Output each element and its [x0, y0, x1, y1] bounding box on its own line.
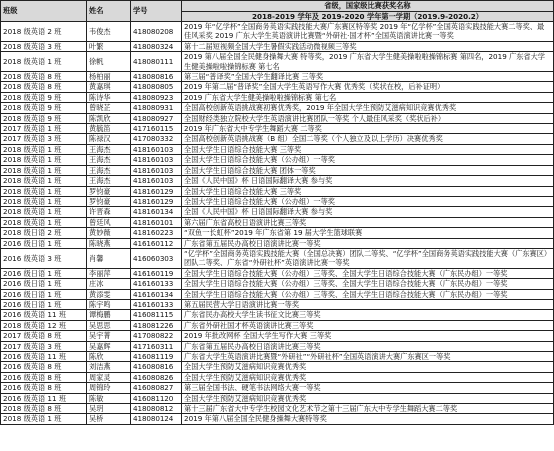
class-cell: 2018 级英语 1 班: [1, 176, 87, 186]
name-cell: 陈敏: [87, 393, 131, 403]
student-id-cell: 416160119: [131, 268, 182, 278]
class-cell: 2018 级英语 8 班: [1, 72, 87, 82]
class-cell: 2016 级英语 8 班: [1, 372, 87, 382]
class-cell: 2018 级英语 9 班: [1, 92, 87, 102]
class-cell: 2016 级日语 1 班: [1, 268, 87, 278]
student-id-cell: 417160115: [131, 124, 182, 134]
table-row: [1, 22, 554, 42]
award-cell: 第五届民营大学日语演讲比赛一等奖: [182, 299, 554, 309]
award-cell: 全国大学生日语综合技能大赛（公办组）三等奖、全国大学生日语综合技能大赛（广东民办组）一等奖: [182, 268, 554, 278]
student-id-cell: 418160129: [131, 186, 182, 196]
name-cell: 陈禄汉: [87, 134, 131, 144]
table-row: [1, 207, 554, 217]
name-cell: 吴嘉辉: [87, 341, 131, 351]
student-id-cell: 416160133: [131, 279, 182, 289]
award-cell: 2019 年批改网杯 全国大学生写作大赛 三等奖: [182, 331, 554, 341]
student-id-cell: 418080923: [131, 92, 182, 102]
table-row: [1, 196, 554, 206]
student-id-cell: 416160134: [131, 289, 182, 299]
name-cell: 曾晓芷: [87, 103, 131, 113]
class-cell: 2018 级英语 1 班: [1, 414, 87, 424]
student-id-cell: 417080822: [131, 331, 182, 341]
name-cell: 叶繁: [87, 41, 131, 51]
student-id-cell: 418080124: [131, 414, 182, 424]
period-header: 2018-2019 学年及 2019-2020 学年第一学期（2019.9-2020.2）: [182, 12, 554, 22]
table-row: [1, 320, 554, 330]
name-cell: 黄添雯: [87, 289, 131, 299]
student-id-cell: 416160112: [131, 238, 182, 248]
name-cell: 刘洁燕: [87, 362, 131, 372]
class-cell: 2018 级英语 12 班: [1, 320, 87, 330]
student-id-cell: 418080805: [131, 82, 182, 92]
award-cell: 全国财经类独立院校大学生英语演讲比赛团队一等奖 个人最佳风采奖（奖状后补）: [182, 113, 554, 123]
class-cell: 2016 级英语 3 班: [1, 248, 87, 268]
name-cell: 罗钧豪: [87, 196, 131, 206]
name-cell: 周家灵: [87, 372, 131, 382]
award-cell: 第六届广东省高校日语演讲比赛三等奖: [182, 217, 554, 227]
award-cell: 第十二届短视频全国大学生暑假实践活动微视频三等奖: [182, 41, 554, 51]
student-id-cell: 416080827: [131, 383, 182, 393]
award-cell: “亿学杯”全国商务英语实践技能大赛（全国总决赛）团队二等奖、“亿学杯”全国商务英语实践技能大赛（广东赛区）团队二等奖、广东省“外研社杯”英语演讲比赛一等奖: [182, 248, 554, 268]
table-row: [1, 310, 554, 320]
class-header: 班级: [1, 1, 87, 22]
student-id-cell: 417080332: [131, 134, 182, 144]
name-cell: 徐帆: [87, 52, 131, 72]
student-id-cell: 418081226: [131, 320, 182, 330]
name-cell: 谭梅鹏: [87, 310, 131, 320]
student-id-cell: 416060303: [131, 248, 182, 268]
table-row: [1, 331, 554, 341]
student-id-cell: 417160311: [131, 341, 182, 351]
student-id-cell: 418080931: [131, 103, 182, 113]
award-cell: 全国高校创新英语挑战赛初赛优秀奖，2019 年全国大学生预防艾滋病知识竞赛优秀奖: [182, 103, 554, 113]
name-cell: 杨柏丽: [87, 72, 131, 82]
student-id-cell: 418160103: [131, 144, 182, 154]
award-cell: “双鱼一长虹杯”2019 年广东省第 19 届大学生篮球联赛: [182, 228, 554, 238]
name-cell: 庄冰: [87, 279, 131, 289]
award-cell: 广东省第五届民办高校日语演讲比赛一等奖: [182, 238, 554, 248]
class-cell: 2016 级日语 1 班: [1, 279, 87, 289]
name-cell: 韦俊杰: [87, 22, 131, 42]
name-cell: 黄毓笛: [87, 124, 131, 134]
table-row: [1, 352, 554, 362]
class-cell: 2017 级英语 3 班: [1, 341, 87, 351]
award-cell: 全国大学生日语综合技能大赛 三等奖: [182, 186, 554, 196]
student-id-cell: 416080826: [131, 372, 182, 382]
table-row: [1, 124, 554, 134]
name-cell: 王海杰: [87, 165, 131, 175]
table-row: [1, 217, 554, 227]
table-row: [1, 248, 554, 268]
class-cell: 2018 级英语 8 班: [1, 82, 87, 92]
name-cell: 陈欣: [87, 352, 131, 362]
class-cell: 2016 级日语 1 班: [1, 289, 87, 299]
award-cell: 2019 广东省大学生健美操啦啦操锦标赛 第七名: [182, 92, 554, 102]
class-cell: 2018 级英语 1 班: [1, 144, 87, 154]
student-id-cell: 418160103: [131, 155, 182, 165]
name-cell: 吴玥: [87, 404, 131, 414]
award-cell: 广东省外研社国才杯英语演讲比赛三等奖: [182, 320, 554, 330]
name-cell: 陈诗华: [87, 92, 131, 102]
class-cell: 2018 级英语 1 班: [1, 207, 87, 217]
class-cell: 2018 级英语 1 班: [1, 155, 87, 165]
award-cell: 2019 第八届全国全民健身操舞大赛 特等奖，2019 广东省大学生健美操啦啦操锦标赛 第四名，2019 广东省大学生健美操啦啦操锦标赛 第七名: [182, 52, 554, 72]
award-cell: 全国大学生预防艾滋病知识竞赛优秀奖: [182, 372, 554, 382]
table-row: [1, 103, 554, 113]
name-cell: 曾廷风: [87, 217, 131, 227]
table-row: [1, 279, 554, 289]
award-cell: 全国《人民中国》杯 日语国际翻译大赛 参与奖: [182, 176, 554, 186]
student-id-header: 学号: [131, 1, 182, 22]
table-row: [1, 52, 554, 72]
class-cell: 2016 级英语 11 班: [1, 393, 87, 403]
name-cell: 周锦玲: [87, 383, 131, 393]
table-row: [1, 41, 554, 51]
award-cell: 2019 年第八届全国全民健身操舞大赛特等奖: [182, 414, 554, 424]
award-cell: 全国大学生日语综合技能大赛（公办组）三等奖、全国大学生日语综合技能大赛（广东民办组）一等奖: [182, 279, 554, 289]
award-cell: 2019 年第二届“普译奖”全国大学生英语写作大赛 优秀奖（奖状在校，后补证明）: [182, 82, 554, 92]
class-cell: 2018 级英语 9 班: [1, 103, 87, 113]
award-cell: 第三届全国书法、硬笔书法网络大赛一等奖: [182, 383, 554, 393]
class-cell: 2018 级英语 1 班: [1, 165, 87, 175]
award-cell: 全国大学生日语综合技能大赛（公办组）三等奖、全国大学生日语综合技能大赛（广东民办组）一等奖: [182, 289, 554, 299]
class-cell: 2016 级日语 1 班: [1, 299, 87, 309]
student-id-cell: 418160129: [131, 196, 182, 206]
student-id-cell: 418160101: [131, 217, 182, 227]
table-row: [1, 155, 554, 165]
table-row: [1, 82, 554, 92]
award-cell: 第十三届广东省大中专学生校园文化艺术节之第十三届广东大中专学生舞蹈大赛二等奖: [182, 404, 554, 414]
name-cell: 黄妙薇: [87, 228, 131, 238]
name-cell: 陈晓燕: [87, 238, 131, 248]
award-cell: 全国大学生日语综合技能大赛 团体一等奖: [182, 165, 554, 175]
student-id-cell: 416081120: [131, 393, 182, 403]
table-row: [1, 186, 554, 196]
table-row: [1, 144, 554, 154]
award-cell: 全国大学生日语综合技能大赛（公办组）一等奖: [182, 155, 554, 165]
class-cell: 2016 级日语 1 班: [1, 238, 87, 248]
student-id-cell: 418080208: [131, 22, 182, 42]
table-row: [1, 72, 554, 82]
name-header: 姓名: [87, 1, 131, 22]
table-row: [1, 238, 554, 248]
student-id-cell: 418080324: [131, 41, 182, 51]
name-cell: 王海杰: [87, 176, 131, 186]
student-id-cell: 418160134: [131, 207, 182, 217]
award-cell: 全国高校创新英语挑战赛（B 组）全国二等奖（个人独立及以上学历）决赛优秀奖: [182, 134, 554, 144]
name-cell: 李丽萍: [87, 268, 131, 278]
award-cell: 广东省民办高校大学生读书征文比赛三等奖: [182, 310, 554, 320]
table-row: [1, 134, 554, 144]
class-cell: 2016 级英语 8 班: [1, 362, 87, 372]
student-id-cell: 416080816: [131, 362, 182, 372]
table-row: [1, 289, 554, 299]
class-cell: 2016 级英语 8 班: [1, 383, 87, 393]
table-row: [1, 362, 554, 372]
table-row: [1, 92, 554, 102]
table-row: [1, 341, 554, 351]
awards-header: 省级，国家级比赛获奖名称: [182, 1, 554, 12]
student-id-cell: 418080812: [131, 404, 182, 414]
class-cell: 2018 级英语 1 班: [1, 52, 87, 72]
name-cell: 罗钧豪: [87, 186, 131, 196]
class-cell: 2018 级英语 9 班: [1, 113, 87, 123]
class-cell: 2018 级英语 3 班: [1, 41, 87, 51]
class-cell: 2018 级英语 1 班: [1, 217, 87, 227]
name-cell: 吴宇菁: [87, 331, 131, 341]
name-cell: 王海杰: [87, 155, 131, 165]
table-row: [1, 299, 554, 309]
name-cell: 陈宇鸣: [87, 299, 131, 309]
student-id-cell: 416081115: [131, 310, 182, 320]
table-row: [1, 393, 554, 403]
name-cell: 黄嘉琪: [87, 82, 131, 92]
award-cell: 广东省大学生英语演讲比赛暨“外研社”“外研社杯”全国英语演讲大赛广东赛区一等奖: [182, 352, 554, 362]
class-cell: 2018 级日语 2 班: [1, 228, 87, 238]
table-row: [1, 414, 554, 424]
header-row: [1, 1, 554, 12]
award-cell: 2019 年广东省大中专学生舞蹈大赛 二等奖: [182, 124, 554, 134]
table-row: [1, 228, 554, 238]
student-id-cell: 416160133: [131, 299, 182, 309]
award-cell: 全国大学生预防艾滋病知识竞赛优秀奖: [182, 393, 554, 403]
table-row: [1, 113, 554, 123]
name-cell: 肖馨: [87, 248, 131, 268]
class-cell: 2018 级英语 1 班: [1, 196, 87, 206]
class-cell: 2016 级英语 11 班: [1, 310, 87, 320]
student-id-cell: 416081119: [131, 352, 182, 362]
name-cell: 许晋森: [87, 207, 131, 217]
name-cell: 吴思思: [87, 320, 131, 330]
class-cell: 2018 级英语 2 班: [1, 22, 87, 42]
award-cell: 广东省第五届民办高校日语演讲比赛三等奖: [182, 341, 554, 351]
class-cell: 2018 级英语 8 班: [1, 404, 87, 414]
student-id-cell: 418160223: [131, 228, 182, 238]
table-row: [1, 165, 554, 175]
award-cell: 全国大学生日语综合技能大赛 三等奖: [182, 144, 554, 154]
award-cell: 全国大学生日语综合技能大赛（公办组）一等奖: [182, 196, 554, 206]
student-id-cell: 418160103: [131, 165, 182, 175]
award-cell: 全国《人民中国》杯 日语国际翻译大赛 参与奖: [182, 207, 554, 217]
awards-table-body: [1, 22, 554, 425]
award-cell: 全国大学生预防艾滋病知识竞赛优秀奖: [182, 362, 554, 372]
table-row: [1, 383, 554, 393]
name-cell: 陈凯欣: [87, 113, 131, 123]
class-cell: 2017 级英语 3 班: [1, 134, 87, 144]
table-row: [1, 268, 554, 278]
class-cell: 2018 级英语 1 班: [1, 186, 87, 196]
student-id-cell: 418080111: [131, 52, 182, 72]
award-cell: 2019 年“亿学杯”全国商务英语实践技能大赛广东赛区特等奖 2019 年“亿学杯”全国英语实践技能大赛二等奖、最佳风采奖 2019 广东大学生英语演讲比赛暨“外研社·国才杯”全国英语演讲比赛一等奖: [182, 22, 554, 42]
class-cell: 2017 级英语 1 班: [1, 124, 87, 134]
name-cell: 吴桥: [87, 414, 131, 424]
class-cell: 2016 级英语 11 班: [1, 352, 87, 362]
student-id-cell: 418080816: [131, 72, 182, 82]
student-id-cell: 418160103: [131, 176, 182, 186]
student-id-cell: 418080927: [131, 113, 182, 123]
table-row: [1, 372, 554, 382]
table-row: [1, 404, 554, 414]
table-row: [1, 176, 554, 186]
name-cell: 王海杰: [87, 144, 131, 154]
class-cell: 2017 级英语 8 班: [1, 331, 87, 341]
award-cell: 第三届“普译奖”全国大学生翻译比赛 三等奖: [182, 72, 554, 82]
